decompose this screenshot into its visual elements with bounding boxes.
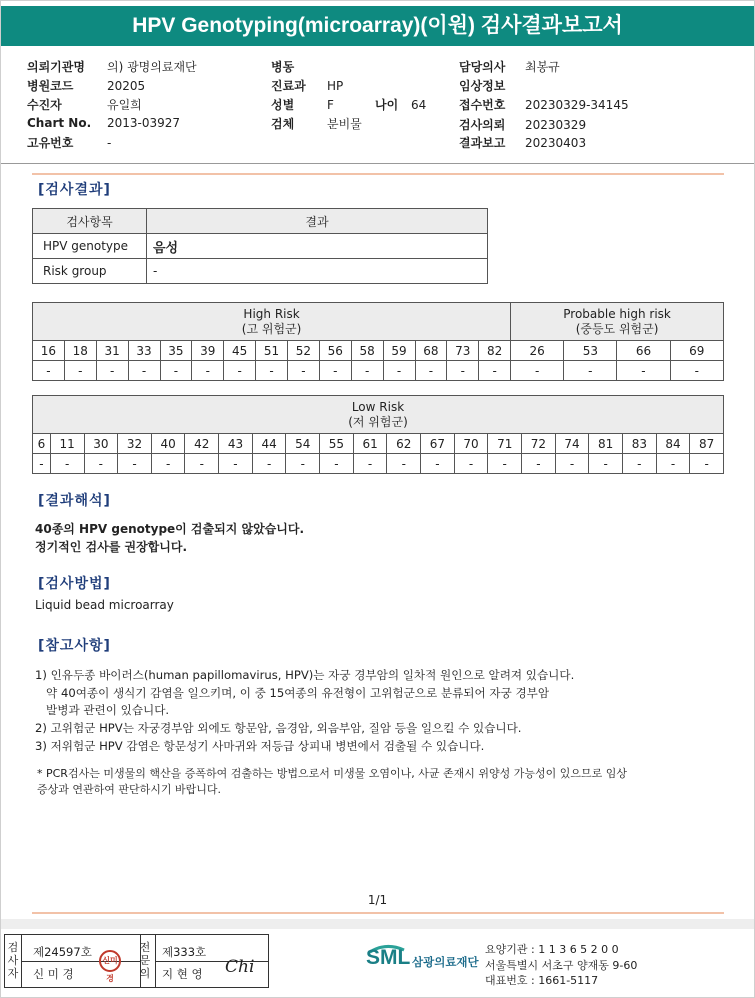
label-department: 진료과: [271, 79, 306, 93]
probable-risk-result: -: [511, 361, 564, 381]
reference-line: 2) 고위험군 HPV는 자궁경부암 외에도 항문암, 음경암, 외음부암, 질암 등을 일으킬 수 있습니다.: [35, 721, 522, 736]
contact-line: 대표번호 : 1661-5117: [485, 974, 599, 987]
low-risk-result-row: [33, 454, 724, 474]
label-unique-no: 고유번호: [27, 136, 74, 150]
high-risk-type: 45: [224, 341, 256, 361]
examiner-license-no: 제24597호: [33, 945, 92, 959]
logo-text: SML: [366, 946, 411, 969]
low-risk-result: -: [522, 454, 556, 474]
interpretation-line2: 정기적인 검사를 권장합니다.: [35, 540, 188, 554]
low-risk-type: 72: [522, 434, 556, 454]
high-risk-label: High Risk: [243, 306, 300, 321]
low-risk-type: 74: [555, 434, 589, 454]
label-doctor: 담당의사: [459, 60, 506, 74]
high-risk-type: 18: [64, 341, 96, 361]
high-risk-type: 82: [479, 341, 511, 361]
high-risk-result: -: [319, 361, 351, 381]
bottom-rule: [32, 912, 724, 914]
reference-line: 발병과 관련이 있습니다.: [35, 703, 170, 718]
high-risk-result: -: [64, 361, 96, 381]
low-risk-type: 30: [84, 434, 118, 454]
examiner-seal: 신미경: [99, 950, 121, 972]
low-risk-sublabel: (저 위험군): [348, 414, 408, 429]
low-risk-type: 43: [219, 434, 253, 454]
high-risk-type-row: [33, 341, 724, 361]
specialist-license-no: 제333호: [162, 945, 207, 959]
reference-line: 약 40여종이 생식기 감염을 일으키며, 이 중 15여종의 유전형이 고위험군으로 분류되어 자궁 경부암: [35, 685, 550, 700]
specialist-name: 지 현 영: [162, 967, 203, 981]
specialist-label: 전 문 의: [139, 941, 151, 980]
probable-risk-type: 69: [670, 341, 723, 361]
low-risk-type: 55: [320, 434, 354, 454]
low-risk-result: -: [656, 454, 690, 474]
high-risk-result: -: [383, 361, 415, 381]
probable-risk-result: -: [564, 361, 617, 381]
low-risk-result: -: [690, 454, 724, 474]
low-risk-type: 62: [387, 434, 421, 454]
value-patient: 유일희: [107, 98, 142, 112]
low-risk-result: -: [33, 454, 51, 474]
low-risk-label: Low Risk: [351, 399, 405, 414]
high-risk-result: -: [160, 361, 192, 381]
low-risk-type-row: [33, 434, 724, 454]
probable-risk-sublabel: (중등도 위험군): [575, 321, 659, 336]
sml-logo: [366, 942, 479, 975]
low-risk-type: 70: [454, 434, 488, 454]
high-risk-result: -: [479, 361, 511, 381]
probable-risk-result: -: [617, 361, 670, 381]
org-name: 삼광의료재단: [412, 955, 479, 969]
label-age: 나이: [375, 98, 399, 112]
low-risk-type: 84: [656, 434, 690, 454]
high-risk-type: 52: [288, 341, 320, 361]
low-risk-type: 11: [50, 434, 84, 454]
result-value: -: [147, 259, 488, 284]
low-risk-result: -: [118, 454, 152, 474]
low-risk-group-header: [33, 396, 724, 434]
report-title: HPV Genotyping(microarray)(이원) 검사결과보고서: [1, 6, 754, 46]
low-risk-result: -: [454, 454, 488, 474]
value-age: 64: [411, 98, 427, 112]
interpretation-line1: 40종의 HPV genotype이 검출되지 않았습니다.: [35, 522, 305, 536]
low-risk-result: -: [353, 454, 387, 474]
low-risk-type: 61: [353, 434, 387, 454]
label-hospital-code: 병원코드: [27, 79, 74, 93]
high-risk-table: [32, 302, 724, 381]
page-number: 1/1: [367, 893, 388, 907]
reference-list: [35, 667, 574, 756]
value-institution: 의) 광명의료재단: [107, 60, 197, 74]
examiner-label: 검 사 자: [7, 941, 19, 980]
probable-risk-result: -: [670, 361, 723, 381]
low-risk-table: [32, 395, 724, 474]
label-institution: 의뢰기관명: [27, 60, 85, 74]
high-risk-result: -: [224, 361, 256, 381]
result-item: HPV genotype: [33, 234, 147, 259]
high-risk-result: -: [447, 361, 479, 381]
value-specimen: 분비물: [327, 117, 362, 131]
header-divider: [1, 163, 754, 164]
probable-risk-group-header: [511, 303, 724, 341]
low-risk-result: -: [488, 454, 522, 474]
low-risk-result: -: [50, 454, 84, 474]
label-report-date: 결과보고: [459, 136, 506, 150]
contact-line: 서울특별시 서초구 양재동 9-60: [485, 958, 638, 972]
contact-line: 요양기관 : 1 1 3 6 5 2 0 0: [485, 943, 619, 956]
high-risk-type: 68: [415, 341, 447, 361]
low-risk-result: -: [555, 454, 589, 474]
section-method-title: [검사방법]: [38, 576, 111, 592]
high-risk-result-row: [33, 361, 724, 381]
low-risk-result: -: [252, 454, 286, 474]
result-value: 음성: [147, 234, 488, 259]
high-risk-type: 39: [192, 341, 224, 361]
result-header-item: 검사항목: [33, 209, 147, 234]
low-risk-result: -: [84, 454, 118, 474]
pcr-note-line1: * PCR검사는 미생물의 핵산을 증폭하여 검출하는 방법으로서 미생물 오염이나, 사균 존재시 위양성 가능성이 있으므로 임상: [37, 767, 627, 780]
value-hospital-code: 20205: [107, 79, 146, 93]
high-risk-result: -: [351, 361, 383, 381]
probable-risk-label: Probable high risk: [563, 306, 671, 321]
high-risk-type: 56: [319, 341, 351, 361]
label-patient: 수진자: [27, 98, 62, 112]
high-risk-result: -: [192, 361, 224, 381]
low-risk-result: -: [286, 454, 320, 474]
high-risk-type: 58: [351, 341, 383, 361]
value-report-date: 20230403: [525, 136, 587, 150]
method-text: Liquid bead microarray: [35, 598, 174, 612]
high-risk-result: -: [33, 361, 65, 381]
label-receipt-no: 접수번호: [459, 98, 506, 112]
probable-risk-type: 53: [564, 341, 617, 361]
value-unique-no: -: [107, 136, 112, 150]
label-specimen: 검체: [271, 117, 295, 131]
high-risk-type: 51: [256, 341, 288, 361]
value-receipt-no: 20230329-34145: [525, 98, 629, 112]
high-risk-type: 33: [128, 341, 160, 361]
examiner-name: 신 미 경: [33, 967, 74, 981]
low-risk-type: 44: [252, 434, 286, 454]
reference-line: 1) 인유두종 바이러스(human papillomavirus, HPV)는 자궁 경부암의 일차적 원인으로 알려져 있습니다.: [35, 668, 575, 682]
label-ward: 병동: [271, 60, 295, 74]
label-sex: 성별: [271, 98, 295, 112]
label-chart-no: Chart No.: [27, 116, 92, 130]
low-risk-type: 42: [185, 434, 219, 454]
table-row: [33, 234, 488, 259]
section-result-title: [검사결과]: [38, 182, 111, 198]
label-request-date: 검사의뢰: [459, 118, 506, 132]
low-risk-result: -: [589, 454, 623, 474]
low-risk-result: -: [387, 454, 421, 474]
high-risk-type: 31: [96, 341, 128, 361]
high-risk-result: -: [288, 361, 320, 381]
high-risk-result: -: [96, 361, 128, 381]
result-table: [32, 208, 488, 284]
pcr-note: [37, 766, 627, 797]
result-header-value: 결과: [147, 209, 488, 234]
value-request-date: 20230329: [525, 118, 587, 132]
low-risk-type: 32: [118, 434, 152, 454]
reference-line: 3) 저위험군 HPV 감염은 항문성기 사마귀와 저등급 상피내 병변에서 검출될 수 있습니다.: [35, 738, 485, 753]
high-risk-result: -: [415, 361, 447, 381]
value-chart-no: 2013-03927: [107, 116, 181, 130]
result-item: Risk group: [33, 259, 147, 284]
low-risk-type: 71: [488, 434, 522, 454]
low-risk-type: 87: [690, 434, 724, 454]
low-risk-type: 6: [33, 434, 51, 454]
low-risk-result: -: [185, 454, 219, 474]
high-risk-type: 73: [447, 341, 479, 361]
footer-band: [1, 919, 754, 929]
value-department: HP: [327, 79, 344, 93]
table-row: [33, 259, 488, 284]
low-risk-type: 40: [151, 434, 185, 454]
low-risk-type: 81: [589, 434, 623, 454]
high-risk-result: -: [256, 361, 288, 381]
high-risk-type: 35: [160, 341, 192, 361]
pcr-note-line2: 증상과 연관하여 판단하시기 바랍니다.: [37, 782, 222, 796]
low-risk-type: 83: [623, 434, 657, 454]
section-interpretation-title: [결과해석]: [38, 493, 111, 509]
high-risk-type: 59: [383, 341, 415, 361]
high-risk-sublabel: (고 위험군): [241, 321, 302, 336]
value-doctor: 최봉규: [525, 60, 560, 74]
high-risk-result: -: [128, 361, 160, 381]
probable-risk-type: 66: [617, 341, 670, 361]
high-risk-group-header: [33, 303, 511, 341]
value-sex: F: [327, 98, 334, 112]
low-risk-result: -: [623, 454, 657, 474]
low-risk-result: -: [151, 454, 185, 474]
probable-risk-type: 26: [511, 341, 564, 361]
section-reference-title: [참고사항]: [38, 638, 111, 654]
top-rule: [32, 173, 724, 175]
low-risk-type: 54: [286, 434, 320, 454]
low-risk-type: 67: [421, 434, 455, 454]
low-risk-result: -: [320, 454, 354, 474]
low-risk-result: -: [219, 454, 253, 474]
label-clinical-info: 임상정보: [459, 79, 506, 93]
high-risk-type: 16: [33, 341, 65, 361]
specialist-signature: Chi: [225, 957, 255, 977]
low-risk-result: -: [421, 454, 455, 474]
org-contact: [485, 942, 637, 989]
